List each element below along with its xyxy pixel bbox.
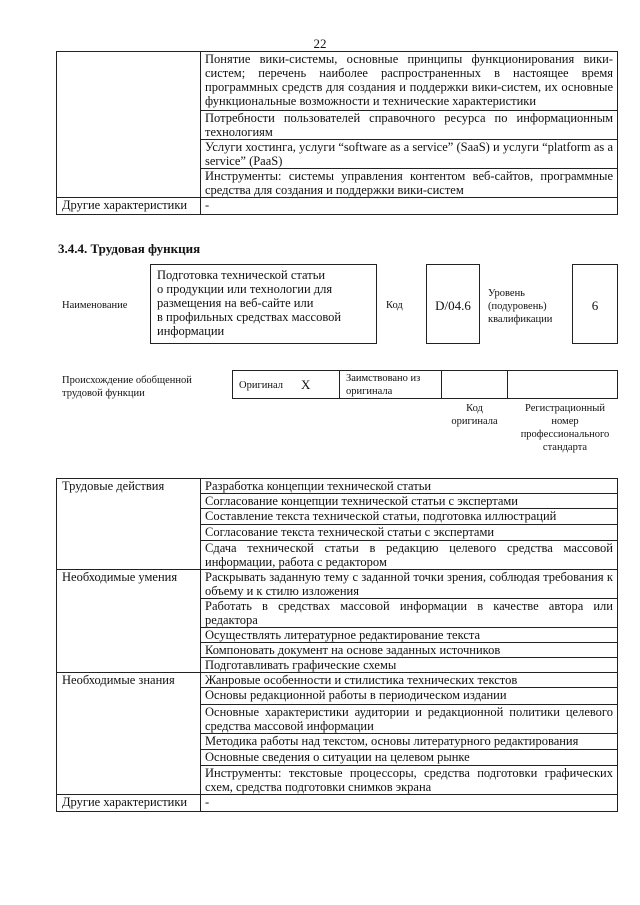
section-title: 3.4.4. Трудовая функция	[58, 241, 201, 256]
other-characteristics-value: -	[201, 795, 618, 812]
table-row	[57, 479, 618, 494]
origin-label: Происхождение обобщенной трудовой функции	[62, 375, 192, 399]
borrowed-box	[339, 370, 442, 399]
knowledge-row: Инструменты: системы управления контентом веб-сайтов, программные средства для создания и поддержки вики-систем	[201, 169, 618, 198]
empty-label-cell	[57, 52, 201, 198]
code-label: Код	[386, 300, 403, 311]
borrowed-label: Заимствовано из оригинала	[346, 373, 421, 397]
name-label: Наименование	[62, 300, 128, 311]
table-row	[57, 52, 618, 111]
table-cell: Инструменты: текстовые процессоры, средства подготовки графических схем, средства подготовки снимков экрана	[201, 766, 618, 795]
group-label-skills: Необходимые умения	[57, 570, 201, 673]
level-label: Уровень (подуровень) квалификации	[488, 288, 553, 325]
table-cell: Работать в средствах массовой информации в качестве автора или редактора	[201, 599, 618, 628]
table-cell: Разработка концепции технической статьи	[201, 479, 618, 494]
other-characteristics-label: Другие характеристики	[57, 795, 201, 812]
original-mark: X	[301, 377, 311, 392]
table-row	[57, 673, 618, 688]
table-cell: Составление текста технической статьи, подготовка иллюстраций	[201, 509, 618, 525]
knowledge-row: Понятие вики-системы, основные принципы функционирования вики-систем; перечень наиболее распространенных в настоящее время программных средств для создания и поддержки вики-систем, их основные функциональные возможности и технические характеристики	[201, 52, 618, 111]
table-cell: Основные сведения о ситуации на целевом рынке	[201, 750, 618, 766]
original-code-box	[441, 370, 508, 399]
table-cell: Согласование концепции технической статьи с экспертами	[201, 494, 618, 509]
level-box	[572, 264, 618, 344]
table-row	[57, 795, 618, 812]
function-name-box	[150, 264, 377, 344]
group-label-labor-actions: Трудовые действия	[57, 479, 201, 570]
table-cell: Основные характеристики аудитории и редакционной политики целевого средства массовой информации	[201, 705, 618, 734]
knowledge-row: Услуги хостинга, услуги “software as a service” (SaaS) и услуги “platform as a service” (PaaS)	[201, 140, 618, 169]
original-code-caption: Код оригинала	[451, 403, 498, 427]
original-label: Оригинал	[239, 380, 283, 391]
group-label-knowledge: Необходимые знания	[57, 673, 201, 795]
table-cell: Раскрывать заданную тему с заданной точки зрения, соблюдая требования к объему и к стилю изложения	[201, 570, 618, 599]
registration-number-box	[507, 370, 618, 399]
other-characteristics-value: -	[201, 198, 618, 215]
knowledge-table-continued	[56, 51, 618, 215]
function-name: Подготовка технической статьи о продукции или технологии для размещения на веб-сайте или в профильных средствах массовой информации	[157, 268, 342, 338]
table-cell: Жанровые особенности и стилистика технических текстов	[201, 673, 618, 688]
other-characteristics-label: Другие характеристики	[57, 198, 201, 215]
level-value: 6	[591, 298, 599, 313]
code-box	[426, 264, 480, 344]
table-cell: Компоновать документ на основе заданных источников	[201, 643, 618, 658]
original-box	[232, 370, 340, 399]
table-cell: Согласование текста технической статьи с экспертами	[201, 525, 618, 541]
table-cell: Методика работы над текстом, основы литературного редактирования	[201, 734, 618, 750]
table-row	[57, 198, 618, 215]
knowledge-row: Потребности пользователей справочного ресурса по информационным технологиям	[201, 111, 618, 140]
registration-number-caption: Регистрационный номер профессионального стандарта	[520, 403, 610, 453]
table-cell: Основы редакционной работы в периодическом издании	[201, 688, 618, 705]
labor-function-table	[56, 478, 618, 812]
page-number: 22	[313, 36, 327, 51]
table-cell: Осуществлять литературное редактирование текста	[201, 628, 618, 643]
code-value: D/04.6	[435, 298, 471, 313]
table-row	[57, 570, 618, 599]
table-cell: Сдача технической статьи в редакцию целевого средства массовой информации, работа с редактором	[201, 541, 618, 570]
table-cell: Подготавливать графические схемы	[201, 658, 618, 673]
